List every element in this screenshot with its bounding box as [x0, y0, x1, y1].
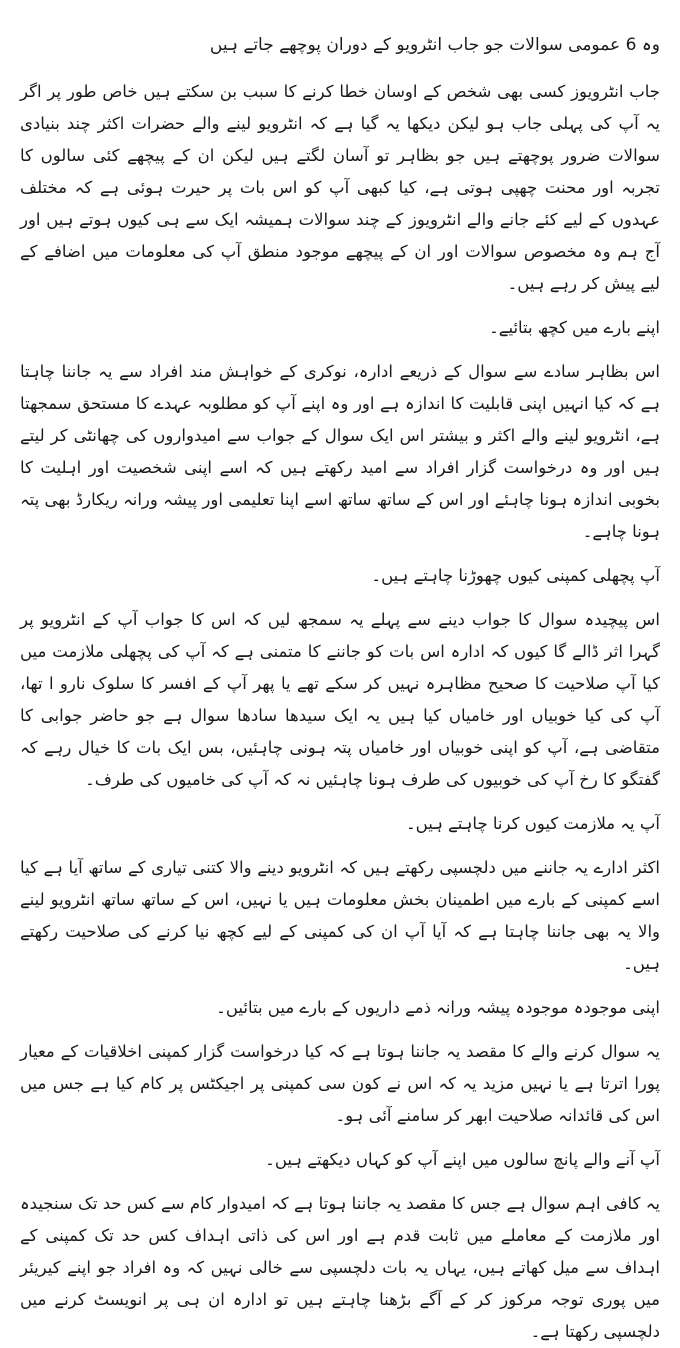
answer-paragraph-1: اس بظاہر سادے سے سوال کے ذریعے ادارہ، نوکری کے خواہش مند افراد سے یہ جاننا چاہتا ہے کہ کیا انہیں اپنی قابلیت کا اندازہ ہے اور وہ اپنے آپ کو مطلوبہ عہدے کا مستحق سمجھتا ہے، انٹرویو لینے والے اکثر و بیشتر اس ایک سوال کے جواب سے امیدواروں کی چھانٹی کر لیتے ہیں اور وہ درخواست گزار افراد سے امید رکھتے ہیں کہ اسے اپنی شخصیت اور اہلیت کا بخوبی اندازہ ہونا چاہئے اور اس کے ساتھ ساتھ اسے اپنا تعلیمی اور پیشہ ورانہ ریکارڈ بھی پتہ ہونا چاہے۔ — [20, 362, 660, 541]
question-heading-2: آپ پچھلی کمپنی کیوں چھوڑنا چاہتے ہیں۔ — [371, 566, 660, 585]
question-heading-3: آپ یہ ملازمت کیوں کرنا چاہتے ہیں۔ — [405, 814, 660, 833]
question-heading-4: اپنی موجودہ موجودہ پیشہ ورانہ ذمے داریوں کے بارے میں بتائیں۔ — [216, 998, 660, 1017]
answer-paragraph-5: یہ کافی اہم سوال ہے جس کا مقصد یہ جاننا ہوتا ہے کہ امیدوار کام سے کس حد تک سنجیدہ اور ملازمت کے معاملے میں ثابت قدم ہے اور اس کی ذاتی اہداف کس حد تک کمپنی کے اہداف سے میل کھاتے ہیں، یہاں یہ بات دلچسپی سے خالی نہیں کہ وہ افراد جو اپنے کیریئر میں پوری توجہ مرکوز کر کے آگے بڑھنا چاہتے ہیں تو ادارہ ان ہی پر انویسٹ کرنے میں دلچسپی رکھتا ہے۔ — [20, 1194, 660, 1341]
intro-paragraph: جاب انٹرویوز کسی بھی شخص کے اوسان خطا کرنے کا سبب بن سکتے ہیں خاص طور پر اگر یہ آپ کی پہلی جاب ہو لیکن دیکھا یہ گیا ہے کہ انٹرویو لینے والے حضرات اکثر چند بنیادی سوالات ضرور پوچھتے ہیں جو بظاہر تو آسان لگتے ہیں لیکن ان کے پیچھے کئی سالوں کا تجربہ اور محنت چھپی ہوتی ہے، کیا کبھی آپ کو اس بات پر حیرت ہوئی ہے کہ مختلف عہدوں کے لیے کئے جانے والے انٹرویوز کے چند سوالات ہمیشہ ایک سے ہی کیوں ہوتے ہیں اور آج ہم وہ مخصوص سوالات اور ان کے پیچھے موجود منطق آپ کی معلومات میں اضافے کے لیے پیش کر رہے ہیں۔ — [20, 82, 660, 293]
question-heading-1: اپنے بارے میں کچھ بتائیے۔ — [489, 318, 660, 337]
answer-paragraph-4: یہ سوال کرنے والے کا مقصد یہ جاننا ہوتا ہے کہ کیا درخواست گزار کمپنی اخلاقیات کے معیار پورا اترتا ہے یا نہیں مزید یہ کہ اس نے کون سی کمپنی پر اجیکٹس پر کام کیا ہے جس میں اس کی قائدانہ صلاحیت ابھر کر سامنے آئی ہو۔ — [20, 1042, 660, 1125]
article-title: وہ 6 عمومی سوالات جو جاب انٹرویو کے دوران پوچھے جاتے ہیں — [209, 35, 660, 55]
answer-paragraph-3: اکثر ادارے یہ جاننے میں دلچسپی رکھتے ہیں کہ انٹرویو دینے والا کتنی تیاری کے ساتھ آیا ہے کیا اسے کمپنی کے بارے میں اطمینان بخش معلومات ہیں یا نہیں، اس کے ساتھ ساتھ انٹرویو لینے والا یہ بھی جاننا چاہتا ہے کہ آیا آپ ان کی کمپنی کے لیے کچھ نیا کرنے کی صلاحیت رکھتے ہیں۔ — [20, 858, 660, 973]
answer-paragraph-2: اس پیچیدہ سوال کا جواب دینے سے پہلے یہ سمجھ لیں کہ اس کا جواب آپ کے انٹرویو پر گہرا اثر ڈالے گا کیوں کہ ادارہ اس بات کو جاننے کا متمنی ہے کہ آپ کی پچھلی ملازمت میں کیا آپ صلاحیت کا صحیح مظاہرہ نہیں کر سکے تھے یا پھر آپ کے افسر کا سلوک نارو ا تھا، آپ کی کیا خوبیاں اور خامیاں کیا ہیں یہ ایک سیدھا سادھا سوال ہے جو حاضر جوابی کا متقاضی ہے، آپ کو اپنی خوبیاں اور خامیاں پتہ ہونی چاہئیں، بس ایک بات کا خیال رہے کہ گفتگو کا رخ آپ کی خوبیوں کی طرف ہونا چاہئیں نہ کہ آپ کی خامیوں کی طرف۔ — [20, 610, 660, 789]
question-heading-5: آپ آنے والے پانچ سالوں میں اپنے آپ کو کہاں دیکھتے ہیں۔ — [265, 1150, 660, 1169]
